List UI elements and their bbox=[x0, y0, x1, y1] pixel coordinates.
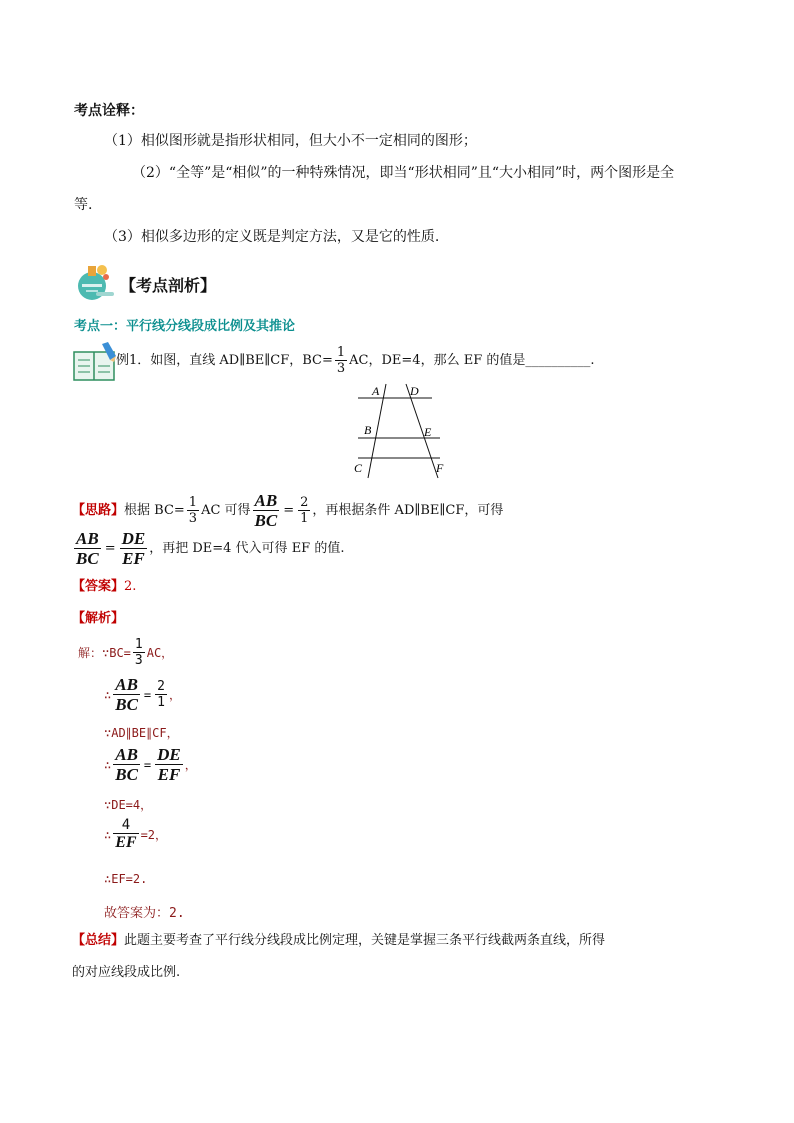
thinking-line-1 bbox=[72, 492, 503, 529]
solution-line-7: ∴EF=2. bbox=[104, 872, 148, 886]
thinking-frac-2-den: BC bbox=[254, 511, 278, 530]
thinking-frac-2-num: AB bbox=[254, 491, 278, 510]
example-prefix: 例1．如图，直线 AD∥BE∥CF，BC= bbox=[116, 352, 333, 368]
thinking-line-2 bbox=[72, 530, 344, 567]
thinking-text-1: 根据 BC= bbox=[124, 502, 185, 518]
book-icon bbox=[72, 342, 118, 382]
solution-6b: =2， bbox=[140, 828, 168, 842]
solution-6-num: 4 bbox=[113, 818, 138, 834]
solution-2-den-1: BC bbox=[115, 695, 138, 714]
summary-tag: 【总结】 bbox=[72, 933, 125, 948]
solution-1-den: 3 bbox=[134, 653, 143, 668]
summary-text-1: 此题主要考查了平行线分线段成比例定理，关键是掌握三条平行线截两条直线，所得 bbox=[124, 933, 606, 948]
answer-tag: 【答案】 bbox=[72, 579, 125, 594]
point-label-a: A bbox=[372, 384, 380, 398]
solution-4-frac-1 bbox=[113, 746, 140, 783]
example-1 bbox=[116, 346, 594, 375]
solution-line-6 bbox=[104, 818, 167, 851]
thinking-frac-4 bbox=[74, 530, 101, 567]
thinking-frac-1-den: 3 bbox=[188, 511, 198, 526]
answer-value: 2. bbox=[124, 579, 137, 594]
point-label-d: D bbox=[410, 384, 419, 398]
flask-icon bbox=[72, 262, 116, 302]
thinking-text-6: ，再把 DE=4 代入可得 EF 的值. bbox=[149, 540, 345, 556]
solution-4-den-1: BC bbox=[115, 765, 138, 784]
solution-1-frac bbox=[133, 638, 145, 667]
solution-line-5: ∵DE=4， bbox=[104, 798, 153, 812]
solution-2-num-1: AB bbox=[115, 675, 138, 694]
solution-6a: ∴ bbox=[104, 827, 112, 842]
solution-2-frac-2 bbox=[155, 680, 167, 709]
thinking-tag: 【思路】 bbox=[72, 502, 125, 518]
thinking-frac-1 bbox=[187, 496, 199, 525]
solution-line-3: ∵AD∥BE∥CF， bbox=[104, 726, 179, 740]
notes-heading: 考点诠释： bbox=[74, 103, 144, 119]
thinking-frac-5-num: DE bbox=[121, 529, 146, 548]
thinking-eq-2: = bbox=[104, 540, 116, 556]
point-label-e: E bbox=[424, 425, 432, 439]
solution-1b: AC， bbox=[146, 646, 174, 660]
solution-2a: ∴ bbox=[104, 687, 112, 702]
example-fraction-den: 3 bbox=[336, 361, 346, 376]
summary-line-1 bbox=[72, 932, 605, 950]
thinking-frac-5-den: EF bbox=[122, 549, 145, 568]
thinking-frac-3 bbox=[298, 496, 310, 525]
solution-4-num-1: AB bbox=[115, 745, 138, 764]
solution-line-8: 故答案为：2. bbox=[104, 906, 185, 921]
point-label-b: B bbox=[364, 423, 372, 437]
thinking-text-2: AC 可得 bbox=[201, 502, 251, 518]
point-label-c: C bbox=[354, 461, 363, 475]
thinking-frac-2 bbox=[253, 492, 280, 529]
answer-line bbox=[72, 578, 136, 596]
thinking-frac-1-num: 1 bbox=[188, 495, 198, 510]
solution-4-num-2: DE bbox=[157, 745, 181, 764]
solution-1a: 解：∵BC= bbox=[78, 646, 131, 660]
solution-4-eq: = bbox=[143, 757, 152, 772]
solution-2-frac-1 bbox=[113, 676, 140, 713]
solution-2-eq: = bbox=[143, 687, 152, 702]
analysis-tag: 【解析】 bbox=[72, 611, 125, 626]
thinking-text-4: ，再根据条件 AD∥BE∥CF，可得 bbox=[312, 502, 504, 518]
notes-item-2-cont: 等. bbox=[74, 197, 93, 213]
thinking-frac-3-num: 2 bbox=[300, 495, 309, 510]
notes-item-3: （3）相似多边形的定义既是判定方法，又是它的性质. bbox=[104, 229, 440, 245]
solution-line-4 bbox=[104, 746, 197, 783]
solution-6-den: EF bbox=[115, 834, 137, 851]
solution-4-den-2: EF bbox=[157, 765, 181, 784]
thinking-frac-4-num: AB bbox=[76, 529, 99, 548]
solution-4b: ， bbox=[184, 758, 197, 772]
solution-1-num: 1 bbox=[134, 637, 143, 652]
example-fraction bbox=[335, 346, 347, 375]
example-fraction-num: 1 bbox=[336, 345, 346, 360]
solution-2-num-2: 2 bbox=[157, 679, 165, 694]
topic-title: 考点一：平行线分线段成比例及其推论 bbox=[74, 319, 296, 334]
solution-2b: ， bbox=[168, 688, 181, 702]
thinking-frac-5 bbox=[120, 530, 148, 567]
point-label-f: F bbox=[436, 461, 444, 475]
solution-6-frac bbox=[113, 818, 138, 851]
parallel-lines-figure bbox=[348, 380, 448, 480]
solution-line-2 bbox=[104, 676, 181, 713]
example-suffix: AC，DE=4，那么 EF 的值是__________. bbox=[349, 352, 595, 368]
solution-4-frac-2 bbox=[155, 746, 183, 783]
solution-2-den-2: 1 bbox=[157, 695, 165, 710]
solution-line-1 bbox=[78, 638, 173, 667]
summary-line-2: 的对应线段成比例. bbox=[72, 965, 181, 980]
notes-item-2: （2）“全等”是“相似”的一种特殊情况，即当“形状相同”且“大小相同”时，两个图形是全 bbox=[132, 165, 675, 181]
solution-4a: ∴ bbox=[104, 757, 112, 772]
thinking-frac-3-den: 1 bbox=[300, 511, 309, 526]
thinking-eq-1: = bbox=[283, 502, 295, 518]
thinking-frac-4-den: BC bbox=[76, 549, 99, 568]
notes-item-1: （1）相似图形就是指形状相同，但大小不一定相同的图形； bbox=[104, 133, 477, 149]
section-title: 【考点剖析】 bbox=[120, 276, 217, 295]
